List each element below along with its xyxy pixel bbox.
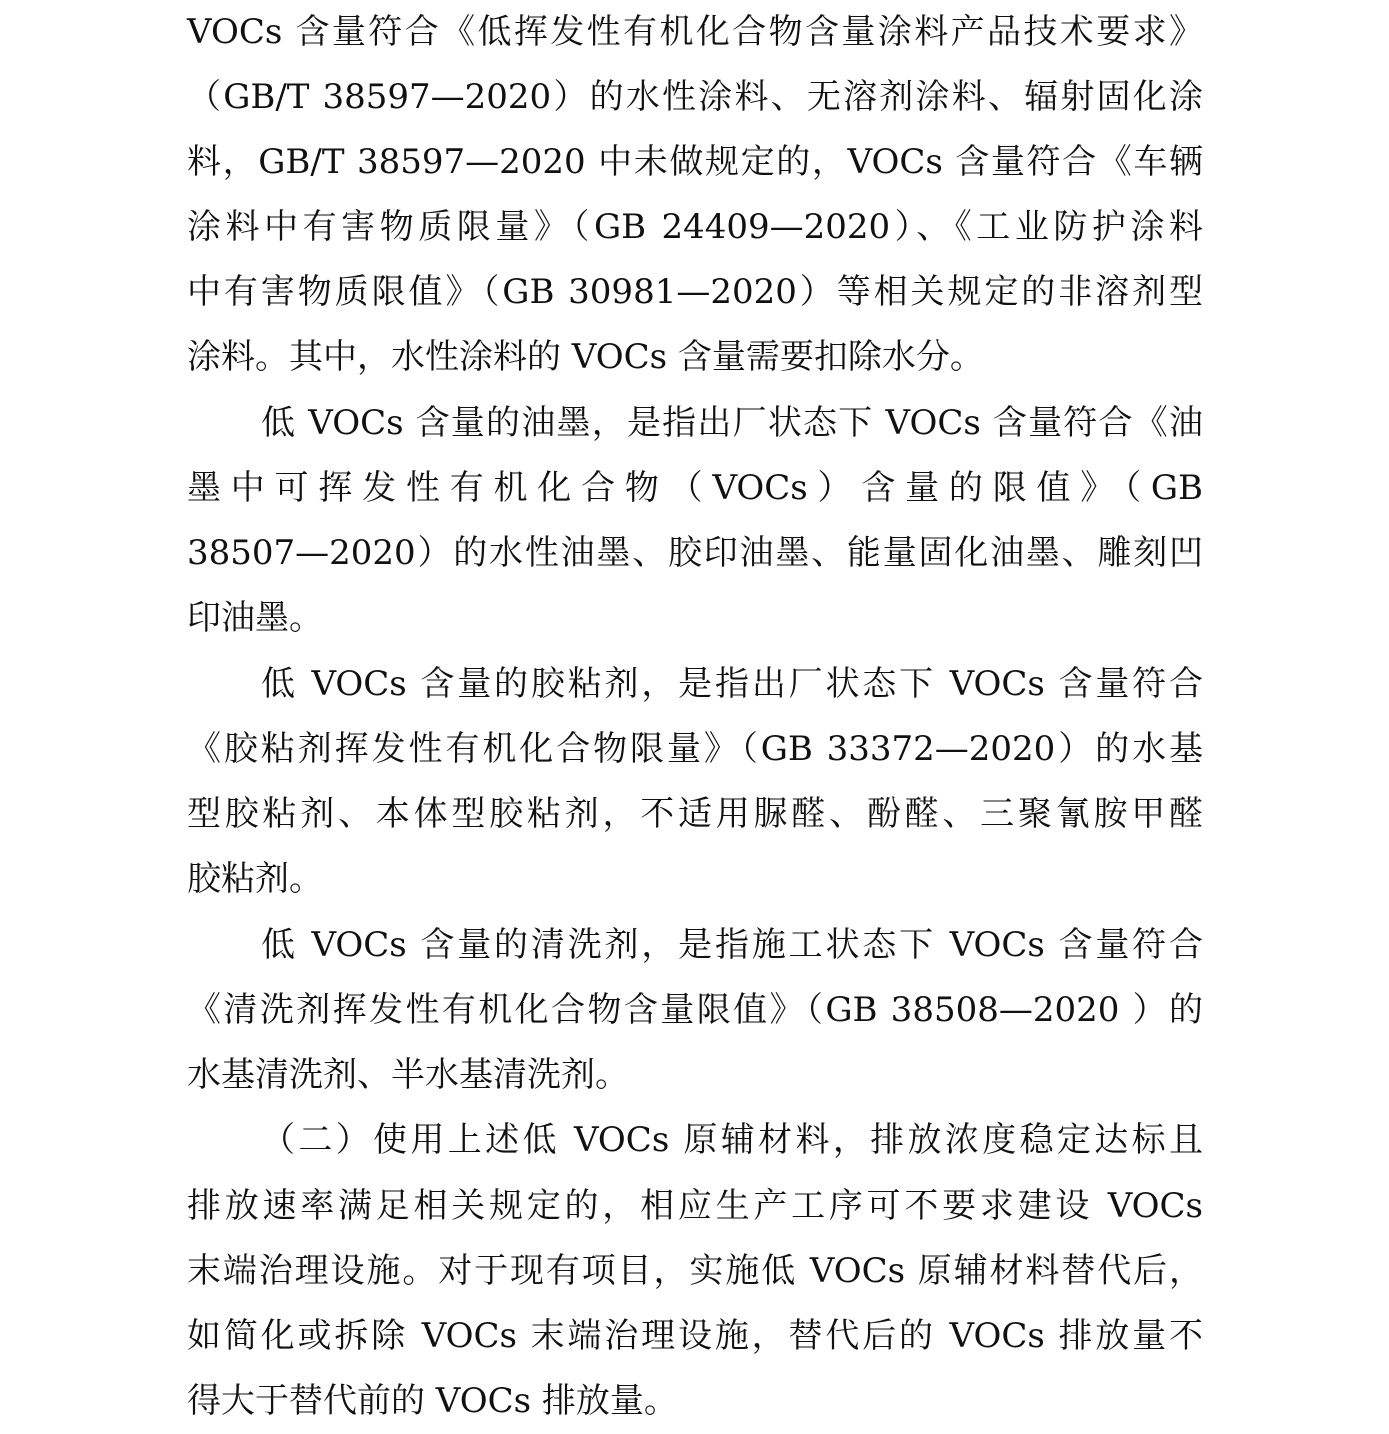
text-line: 末端治理设施。对于现有项目，实施低 VOCs 原辅材料替代后，	[187, 1251, 1203, 1291]
paragraph-first-line: 低 VOCs 含量的清洗剂，是指施工状态下 VOCs 含量符合	[261, 925, 1203, 965]
text-line: 型胶粘剂、本体型胶粘剂，不适用脲醛、酚醛、三聚氰胺甲醛	[187, 794, 1203, 834]
text-line: 涂料中有害物质限量》（GB 24409—2020）、《工业防护涂料	[187, 207, 1203, 247]
text-line: VOCs 含量符合《低挥发性有机化合物含量涂料产品技术要求》	[187, 12, 1203, 52]
text-line: 料，GB/T 38597—2020 中未做规定的，VOCs 含量符合《车辆	[187, 142, 1203, 182]
text-line: （GB/T 38597—2020）的水性涂料、无溶剂涂料、辐射固化涂	[187, 77, 1203, 117]
text-line: 水基清洗剂、半水基清洗剂。	[187, 1055, 629, 1095]
paragraph-first-line: 低 VOCs 含量的胶粘剂，是指出厂状态下 VOCs 含量符合	[261, 664, 1203, 704]
text-line: 《胶粘剂挥发性有机化合物限量》（GB 33372—2020）的水基	[187, 729, 1203, 769]
text-line: 38507—2020）的水性油墨、胶印油墨、能量固化油墨、雕刻凹	[187, 533, 1203, 573]
text-line: 如简化或拆除 VOCs 末端治理设施，替代后的 VOCs 排放量不	[187, 1316, 1203, 1356]
text-line: 涂料。其中，水性涂料的 VOCs 含量需要扣除水分。	[187, 337, 984, 377]
paragraph-first-line: （二）使用上述低 VOCs 原辅材料，排放浓度稳定达标且	[261, 1120, 1203, 1160]
text-line: 印油墨。	[187, 598, 323, 638]
text-line: 墨中可挥发性有机化合物（VOCs）含量的限值》（GB	[187, 468, 1203, 508]
paragraph-first-line: 低 VOCs 含量的油墨，是指出厂状态下 VOCs 含量符合《油	[261, 403, 1203, 443]
text-line: 中有害物质限值》（GB 30981—2020）等相关规定的非溶剂型	[187, 272, 1203, 312]
text-line: 《清洗剂挥发性有机化合物含量限值》（GB 38508—2020 ）的	[187, 990, 1203, 1030]
text-line: 得大于替代前的 VOCs 排放量。	[187, 1381, 678, 1421]
text-line: 排放速率满足相关规定的，相应生产工序可不要求建设 VOCs	[187, 1186, 1203, 1226]
text-line: 胶粘剂。	[187, 859, 323, 899]
